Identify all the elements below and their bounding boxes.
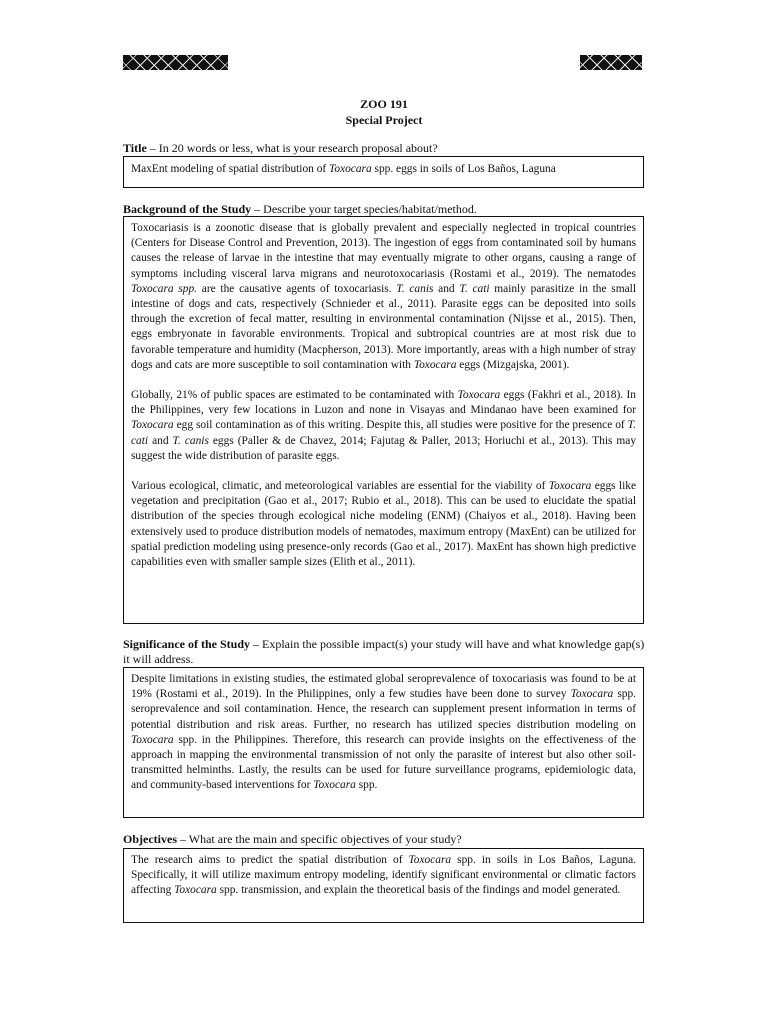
significance-answer: Despite limitations in existing studies, the estimated global seroprevalence of toxocariasis was found to be at 19% (Rostami et al., 2019). In the Philippines, only a few studies have been done to survey Toxocara spp. seroprevalence and soil contamination. Hence, the research can supplement present information in terms of potential distribution and risk areas. Further, no research has utilized species distribution modeling on Toxocara spp. in the Philippines. Therefore, this research can provide insights on the effectiveness of the approach in mapping the environmental transmission of not only the parasite of interest but also other soil-transmitted helminths. Lastly, the results can be used for future surveillance programs, epidemiologic data, and community-based interventions for Toxocara spp. (131, 673, 636, 792)
significance-answer-box (123, 667, 644, 818)
course-code: ZOO 191 (360, 97, 408, 111)
objectives-label: Objectives (123, 832, 177, 846)
title-question: – In 20 words or less, what is your research proposal about? (146, 141, 438, 155)
title-label: Title (123, 141, 147, 155)
background-paragraph-1: Toxocariasis is a zoonotic disease that is globally prevalent and especially neglected in tropical countries (Centers for Disease Control and Prevention, 2013). The ingestion of eggs from contaminated soil by humans causes the release of larvae in the intestine that may eventually migrate to other organs, causing a range of symptoms including visceral larva migrans and neurotoxocariasis (Rostami et al., 2019). The nematodes Toxocara spp. are the causative agents of toxocariasis. T. canis and T. cati mainly parasitize in the small intestine of dogs and cats, respectively (Schnieder et al., 2011). Parasite eggs can be deposited into soils through the excretion of fecal matter, resulting in environmental contamination (Nijsse et al., 2015). Then, eggs embryonate in favorable environments. Tropical and subtropical countries are at most risk due to favorable temperature and humidity (Macpherson, 2013). More importantly, areas with a high number of stray dogs and cats are more susceptible to soil contamination with Toxocara eggs (Mizgajska, 2001). (131, 222, 636, 371)
title-answer: MaxEnt modeling of spatial distribution of Toxocara spp. eggs in soils of Los Baños, Laguna (131, 163, 556, 175)
redacted-block-right (580, 55, 642, 70)
background-label: Background of the Study (123, 202, 252, 216)
objectives-answer-box (123, 848, 644, 923)
background-paragraph-3: Various ecological, climatic, and meteorological variables are essential for the viability of Toxocara eggs like vegetation and precipitation (Gao et al., 2017; Rubio et al., 2018). This can be used to elucidate the spatial distribution of the species through ecological niche modeling (ENM) (Chaiyos et al., 2018). Having been extensively used to produce distribution models of nematodes, maximum entropy (MaxEnt) can be utilized for spatial prediction modeling using presence-only records (Gao et al., 2017). MaxEnt has shown high predictive capabilities even with smaller sample sizes (Elith et al., 2011). (131, 480, 637, 569)
significance-label: Significance of the Study (123, 637, 251, 651)
background-question: – Describe your target species/habitat/method. (251, 202, 477, 216)
significance-prompt (123, 637, 648, 667)
title-prompt (123, 141, 648, 156)
background-paragraph-2: Globally, 21% of public spaces are estimated to be contaminated with Toxocara eggs (Fakhri et al., 2018). In the Philippines, very few locations in Luzon and none in Visayas and Mindanao have been examined for Toxocara egg soil contamination as of this writing. Despite this, all studies were positive for the presence of T. cati and T. canis eggs (Paller & de Chavez, 2014; Fajutag & Paller, 2013; Horiuchi et al., 2013). This may suggest the wide distribution of parasite eggs. (131, 389, 637, 462)
document-subtitle: Special Project (345, 113, 423, 127)
objectives-answer: The research aims to predict the spatial distribution of Toxocara spp. in soils in Los Baños, Laguna. Specifically, it will utilize maximum entropy modeling, identify significant environmental or climatic factors affecting Toxocara spp. transmission, and explain the theoretical basis of the findings and model generated. (131, 854, 636, 897)
redacted-block-left (123, 55, 228, 70)
objectives-prompt (123, 832, 648, 847)
title-answer-box (123, 156, 644, 188)
significance-question: – Explain the possible impact(s) your study will have and what knowledge gap(s) it will address. (123, 637, 645, 666)
background-prompt (123, 202, 648, 217)
background-answer-box (123, 216, 644, 624)
objectives-question: – What are the main and specific objectives of your study? (176, 832, 462, 846)
